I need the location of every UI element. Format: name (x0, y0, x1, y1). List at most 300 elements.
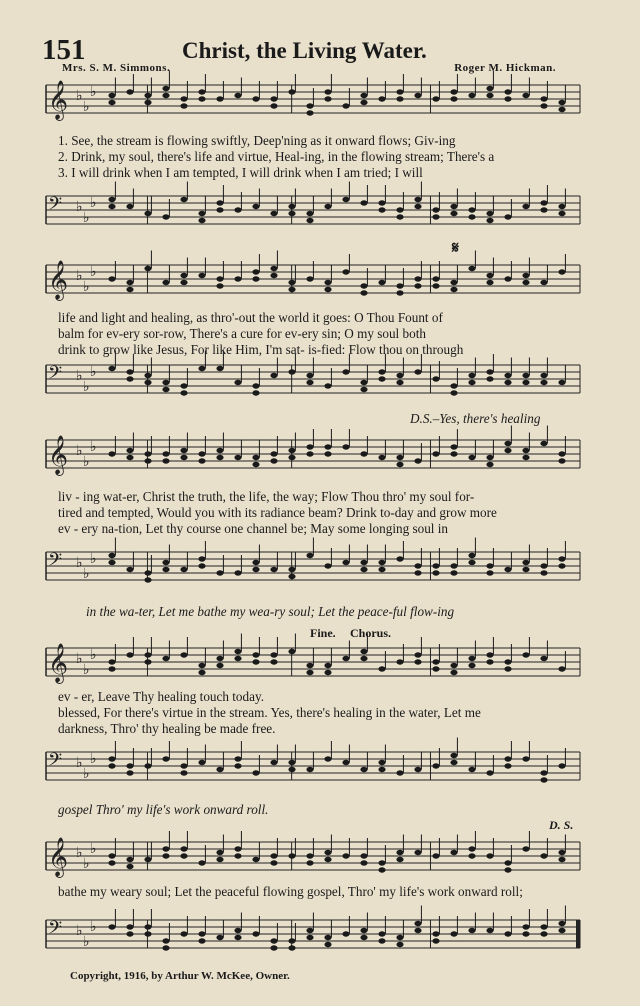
flat-icon: ♭ (83, 766, 90, 782)
notehead (504, 441, 511, 446)
notehead (450, 760, 457, 765)
notehead (414, 850, 421, 855)
notehead (522, 380, 529, 385)
notehead (180, 455, 187, 460)
notehead (198, 663, 205, 668)
notehead (432, 563, 439, 568)
notehead (306, 218, 313, 223)
notehead (306, 103, 313, 108)
notehead (432, 451, 439, 456)
notehead (504, 756, 511, 761)
notehead (306, 928, 313, 933)
notehead (198, 931, 205, 936)
notehead (432, 666, 439, 671)
notehead (540, 103, 547, 108)
notehead (468, 656, 475, 661)
notehead (144, 211, 151, 216)
bass-staff (46, 752, 580, 780)
notehead (288, 369, 295, 374)
flat-icon: ♭ (90, 919, 97, 935)
notehead (180, 652, 187, 657)
notehead (108, 366, 115, 371)
notehead (450, 931, 457, 936)
notehead (252, 770, 259, 775)
notehead (288, 938, 295, 943)
notehead (252, 276, 259, 281)
notehead (540, 931, 547, 936)
lyric-line: blessed, For there's virtue in the stream. Yes, there's healing in the water, Let me (58, 705, 481, 720)
notehead (108, 451, 115, 456)
notehead (558, 666, 565, 671)
notehead (162, 387, 169, 392)
notehead (360, 560, 367, 565)
notehead (504, 373, 511, 378)
notehead (540, 380, 547, 385)
notehead (144, 266, 151, 271)
notehead (342, 444, 349, 449)
staff-lines (46, 552, 580, 580)
notehead (432, 853, 439, 858)
treble-staff (46, 643, 580, 683)
notehead (270, 458, 277, 463)
notehead (180, 390, 187, 395)
notehead (450, 850, 457, 855)
notehead (378, 560, 385, 565)
notehead (360, 387, 367, 392)
notehead (342, 656, 349, 661)
flat-icon: ♭ (76, 368, 83, 384)
notehead (504, 763, 511, 768)
flat-icon: ♭ (76, 268, 83, 284)
notehead (288, 945, 295, 950)
notehead (396, 283, 403, 288)
notehead (558, 857, 565, 862)
notehead (216, 857, 223, 862)
notehead (180, 448, 187, 453)
notehead (522, 273, 529, 278)
notehead (180, 770, 187, 775)
notehead (432, 763, 439, 768)
notehead (144, 924, 151, 929)
notehead (234, 649, 241, 654)
notehead (378, 96, 385, 101)
notehead (252, 931, 259, 936)
notehead (522, 924, 529, 929)
lyricist-credit: Mrs. S. M. Simmons. (62, 62, 171, 74)
notehead (144, 652, 151, 657)
notehead (558, 451, 565, 456)
notehead (306, 380, 313, 385)
notehead (558, 380, 565, 385)
notehead (234, 380, 241, 385)
notehead (468, 663, 475, 668)
notehead (504, 214, 511, 219)
notehead (540, 777, 547, 782)
notehead (288, 574, 295, 579)
notehead (486, 462, 493, 467)
ds-refrain-text: D.S.–Yes, there's healing (410, 411, 541, 426)
chorus-mark: Chorus. (350, 626, 392, 640)
notehead (360, 380, 367, 385)
notehead (324, 96, 331, 101)
notehead (180, 96, 187, 101)
notehead (162, 458, 169, 463)
notehead (162, 86, 169, 91)
notehead (468, 214, 475, 219)
notehead (126, 369, 133, 374)
notehead (306, 853, 313, 858)
notehead (324, 850, 331, 855)
notehead (396, 857, 403, 862)
notehead (198, 96, 205, 101)
notehead (324, 756, 331, 761)
notehead (396, 942, 403, 947)
notehead (558, 763, 565, 768)
notehead (216, 656, 223, 661)
notehead (324, 287, 331, 292)
staff-lines (46, 837, 580, 877)
staff-lines (46, 643, 580, 683)
notehead (558, 211, 565, 216)
notehead (396, 659, 403, 664)
notehead (450, 451, 457, 456)
notehead (540, 373, 547, 378)
notehead (360, 656, 367, 661)
notehead (558, 928, 565, 933)
notehead (396, 462, 403, 467)
notehead (270, 211, 277, 216)
notehead (108, 860, 115, 865)
notehead (342, 103, 349, 108)
notehead (306, 935, 313, 940)
notehead (306, 670, 313, 675)
treble-staff (46, 260, 580, 300)
notehead (468, 93, 475, 98)
refrain-lyric-line: in the wa-ter, Let me bathe my wea-ry soul; Let the peace-ful flow-ing (86, 604, 455, 619)
flat-icon: ♭ (90, 751, 97, 767)
bass-clef-icon: 𝄢 (48, 750, 63, 775)
notehead (324, 444, 331, 449)
notehead (288, 767, 295, 772)
notehead (504, 89, 511, 94)
ds-mark: D. S. (549, 818, 574, 832)
flat-icon: ♭ (90, 551, 97, 567)
notehead (522, 448, 529, 453)
notehead (486, 369, 493, 374)
treble-clef-icon: 𝄞 (48, 643, 69, 683)
notehead (180, 103, 187, 108)
notehead (342, 931, 349, 936)
flat-icon: ♭ (90, 439, 97, 455)
notehead (432, 96, 439, 101)
notehead (504, 659, 511, 664)
notehead (198, 458, 205, 463)
notehead (324, 563, 331, 568)
treble-staff (46, 435, 580, 475)
notehead (432, 376, 439, 381)
notehead (504, 867, 511, 872)
notehead (504, 567, 511, 572)
notehead (198, 89, 205, 94)
notehead (126, 567, 133, 572)
final-barline (576, 920, 580, 948)
notehead (486, 659, 493, 664)
notehead (162, 280, 169, 285)
bass-staff (46, 920, 580, 948)
notehead (198, 366, 205, 371)
notehead (360, 860, 367, 865)
flat-icon: ♭ (83, 856, 90, 872)
notehead (162, 938, 169, 943)
notehead (126, 931, 133, 936)
treble-clef-icon: 𝄞 (48, 80, 69, 120)
notehead (486, 93, 493, 98)
notehead (522, 652, 529, 657)
notehead (288, 853, 295, 858)
flat-icon: ♭ (83, 210, 90, 226)
notehead (486, 770, 493, 775)
flat-icon: ♭ (90, 841, 97, 857)
notehead (324, 663, 331, 668)
notehead (126, 204, 133, 209)
notehead (108, 100, 115, 105)
flat-icon: ♭ (76, 199, 83, 215)
notehead (288, 89, 295, 94)
bass-staff (46, 196, 580, 224)
notehead (558, 458, 565, 463)
notehead (342, 760, 349, 765)
notehead (216, 570, 223, 575)
notehead (252, 567, 259, 572)
notehead (414, 652, 421, 657)
notehead (126, 864, 133, 869)
notehead (468, 853, 475, 858)
notehead (234, 928, 241, 933)
notehead (270, 760, 277, 765)
notehead (504, 96, 511, 101)
notehead (522, 280, 529, 285)
flat-icon: ♭ (83, 662, 90, 678)
notehead (306, 553, 313, 558)
flat-icon: ♭ (76, 443, 83, 459)
notehead (486, 570, 493, 575)
notehead (162, 560, 169, 565)
notehead (540, 656, 547, 661)
flat-icon: ♭ (83, 99, 90, 115)
notehead (216, 850, 223, 855)
notehead (288, 455, 295, 460)
flat-icon: ♭ (83, 934, 90, 950)
notehead (108, 756, 115, 761)
notehead (432, 931, 439, 936)
flat-icon: ♭ (83, 279, 90, 295)
notehead (558, 204, 565, 209)
flat-icon: ♭ (76, 88, 83, 104)
notehead (126, 770, 133, 775)
notehead (378, 931, 385, 936)
notehead (468, 553, 475, 558)
flat-icon: ♭ (76, 651, 83, 667)
notehead (270, 567, 277, 572)
notehead (270, 652, 277, 657)
notehead (504, 860, 511, 865)
notehead (288, 567, 295, 572)
notehead (486, 280, 493, 285)
notehead (288, 211, 295, 216)
notehead (108, 666, 115, 671)
notehead (306, 211, 313, 216)
notehead (270, 659, 277, 664)
notehead (198, 563, 205, 568)
notehead (432, 214, 439, 219)
notehead (306, 451, 313, 456)
notehead (198, 556, 205, 561)
notehead (396, 850, 403, 855)
lyric-line: 2. Drink, my soul, there's life and virtue, Heal-ing, in the flowing stream; There's a (58, 149, 495, 164)
notehead (216, 366, 223, 371)
notehead (162, 756, 169, 761)
hymn-title: Christ, the Living Water. (182, 38, 427, 63)
notehead (450, 287, 457, 292)
notehead (126, 652, 133, 657)
notehead (324, 857, 331, 862)
notehead (198, 670, 205, 675)
notehead (252, 659, 259, 664)
notehead (306, 663, 313, 668)
notehead (270, 451, 277, 456)
notehead (180, 197, 187, 202)
notehead (216, 935, 223, 940)
flat-icon: ♭ (76, 555, 83, 571)
staff-lines (46, 365, 580, 393)
notehead (306, 276, 313, 281)
notehead (468, 455, 475, 460)
notehead (252, 204, 259, 209)
notehead (450, 570, 457, 575)
notehead (270, 273, 277, 278)
notehead (486, 563, 493, 568)
notehead (144, 570, 151, 575)
notehead (414, 928, 421, 933)
lyric-line: 3. I will drink when I am tempted, I will drink when I am tried; I will (58, 165, 423, 180)
notehead (414, 563, 421, 568)
notehead (216, 96, 223, 101)
notehead (144, 93, 151, 98)
notehead (360, 935, 367, 940)
notehead (198, 211, 205, 216)
notehead (108, 853, 115, 858)
notehead (270, 860, 277, 865)
notehead (180, 273, 187, 278)
notehead (216, 663, 223, 668)
notehead (522, 560, 529, 565)
notehead (324, 935, 331, 940)
bass-staff (46, 552, 580, 580)
notehead (270, 945, 277, 950)
notehead (234, 756, 241, 761)
notehead (342, 197, 349, 202)
notehead (360, 853, 367, 858)
notehead (432, 659, 439, 664)
notehead (414, 204, 421, 209)
notehead (198, 860, 205, 865)
notehead (216, 455, 223, 460)
treble-staff (46, 80, 580, 120)
flat-icon: ♭ (90, 84, 97, 100)
notehead (432, 570, 439, 575)
notehead (324, 89, 331, 94)
notehead (324, 942, 331, 947)
bass-clef-icon: 𝄢 (48, 194, 63, 219)
notehead (270, 853, 277, 858)
staff-lines (46, 435, 580, 475)
notehead (396, 556, 403, 561)
notehead (324, 280, 331, 285)
notehead (378, 860, 385, 865)
notehead (126, 455, 133, 460)
notehead (306, 860, 313, 865)
lyric-line: life and light and healing, as thro'-out the world it goes: O Thou Fount of (58, 310, 443, 325)
notehead (468, 928, 475, 933)
notehead (378, 207, 385, 212)
flat-icon: ♭ (76, 923, 83, 939)
bass-clef-icon: 𝄢 (48, 363, 63, 388)
notehead (360, 283, 367, 288)
notehead (378, 376, 385, 381)
notehead (342, 853, 349, 858)
notehead (162, 567, 169, 572)
notehead (216, 276, 223, 281)
notehead (414, 369, 421, 374)
lyric-line: ev - ery na-tion, Let thy course one channel be; May some longing soul in (58, 521, 449, 536)
notehead (126, 924, 133, 929)
notehead (270, 266, 277, 271)
notehead (144, 763, 151, 768)
notehead (234, 846, 241, 851)
notehead (198, 273, 205, 278)
notehead (360, 200, 367, 205)
bass-clef-icon: 𝄢 (48, 550, 63, 575)
notehead (486, 273, 493, 278)
notehead (396, 770, 403, 775)
notehead (450, 383, 457, 388)
notehead (396, 935, 403, 940)
lyric-line: tired and tempted, Would you with its radiance beam? Drink to-day and grow more (58, 505, 497, 520)
notehead (162, 945, 169, 950)
notehead (162, 214, 169, 219)
lyric-line: liv - ing wat-er, Christ the truth, the life, the way; Flow Thou thro' my soul for- (58, 489, 475, 504)
notehead (162, 380, 169, 385)
notehead (558, 563, 565, 568)
flat-icon: ♭ (76, 755, 83, 771)
notehead (108, 553, 115, 558)
lyric-line: bathe my weary soul; Let the peaceful flowing gospel, Thro' my life's work onward roll; (58, 884, 523, 899)
notehead (144, 659, 151, 664)
staff-lines (46, 260, 580, 300)
notehead (234, 935, 241, 940)
segno-fermata-icon: 𝄋 (452, 240, 459, 257)
notehead (360, 100, 367, 105)
notehead (270, 938, 277, 943)
notehead (342, 269, 349, 274)
notehead (558, 107, 565, 112)
notehead (450, 390, 457, 395)
notehead (486, 853, 493, 858)
notehead (558, 556, 565, 561)
notehead (108, 560, 115, 565)
notehead (450, 211, 457, 216)
notehead (288, 280, 295, 285)
